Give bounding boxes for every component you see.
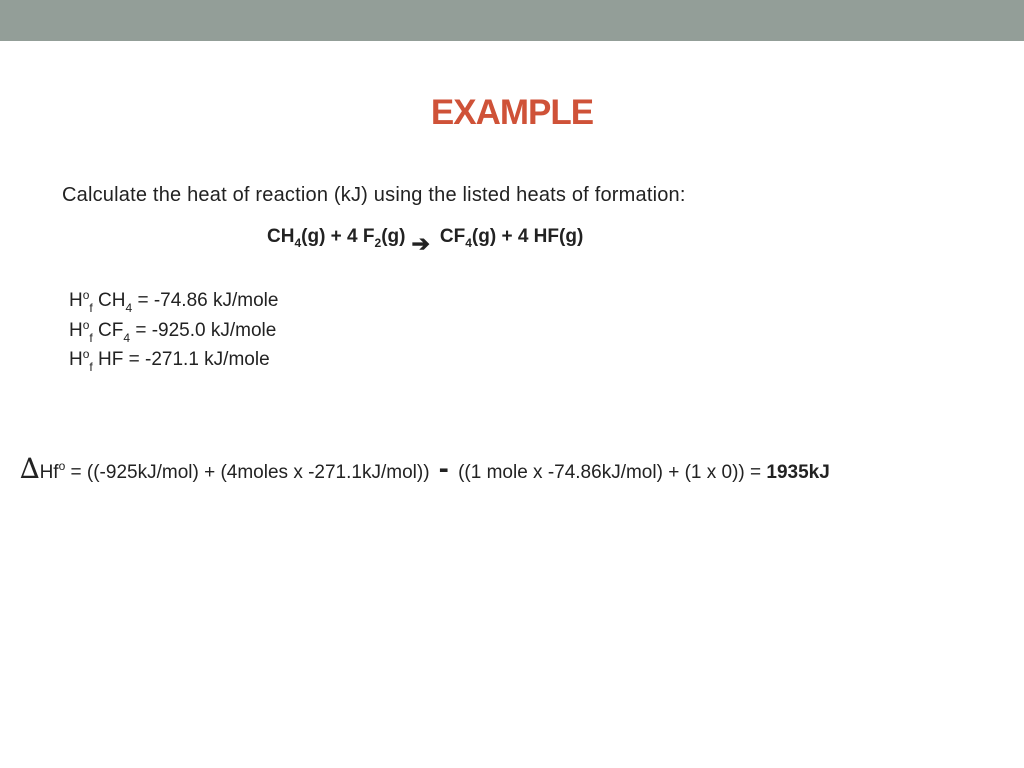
minus-sign: -	[438, 452, 449, 485]
solution-answer: 1935kJ	[766, 462, 830, 483]
heat-species: CH	[92, 290, 126, 311]
heat-symbol: H	[69, 349, 83, 370]
product-rest: (g) + 4 HF(g)	[471, 226, 584, 247]
slide-title: EXAMPLE	[430, 93, 594, 132]
reaction-arrow-icon: ➔	[411, 231, 430, 256]
heat-superscript: o	[82, 317, 90, 332]
heat-species-subscript: 4	[125, 301, 133, 315]
heat-superscript: o	[82, 288, 90, 302]
solution-equation	[20, 452, 830, 485]
problem-prompt: Calculate the heat of reaction (kJ) using the listed heats of formation:	[62, 184, 686, 206]
top-banner	[0, 0, 1024, 41]
reactant-f2-state: (g)	[381, 226, 406, 247]
heat-subscript: f	[89, 330, 93, 345]
heat-subscript: f	[89, 301, 93, 315]
solution-reactants-term: ((1 mole x -74.86kJ/mol) + (1 x 0)) =	[452, 462, 767, 483]
chemical-equation	[267, 222, 584, 256]
heat-symbol: H	[69, 319, 83, 341]
heat-value: = -271.1 kJ/mole	[123, 349, 270, 370]
heat-species: HF	[92, 349, 124, 370]
reactant-ch4: CH	[267, 226, 295, 247]
heat-superscript: o	[82, 347, 90, 361]
solution-hf: Hf	[39, 462, 59, 483]
heat-species-subscript: 4	[123, 330, 131, 345]
solution-products-term: = ((-925kJ/mol) + (4moles x -271.1kJ/mol))	[65, 462, 435, 483]
reactant-f2-subscript: 2	[374, 236, 382, 250]
heat-line-cf4	[69, 316, 278, 346]
heat-value: = -74.86 kJ/mole	[132, 290, 279, 311]
heat-species: CF	[92, 319, 124, 341]
heat-line-hf	[69, 345, 278, 375]
solution-superscript: o	[58, 459, 66, 473]
heat-subscript: f	[89, 360, 93, 374]
reactant-ch4-state: (g) + 4 F	[301, 226, 375, 247]
reactant-ch4-subscript: 4	[294, 236, 302, 250]
heats-of-formation-list	[69, 286, 278, 375]
heat-symbol: H	[69, 290, 83, 311]
heat-value: = -925.0 kJ/mole	[130, 319, 277, 341]
heat-line-ch4	[69, 286, 278, 316]
delta-icon: ∆	[20, 452, 40, 485]
product-cf4: CF	[439, 226, 466, 247]
product-cf4-subscript: 4	[465, 236, 472, 250]
